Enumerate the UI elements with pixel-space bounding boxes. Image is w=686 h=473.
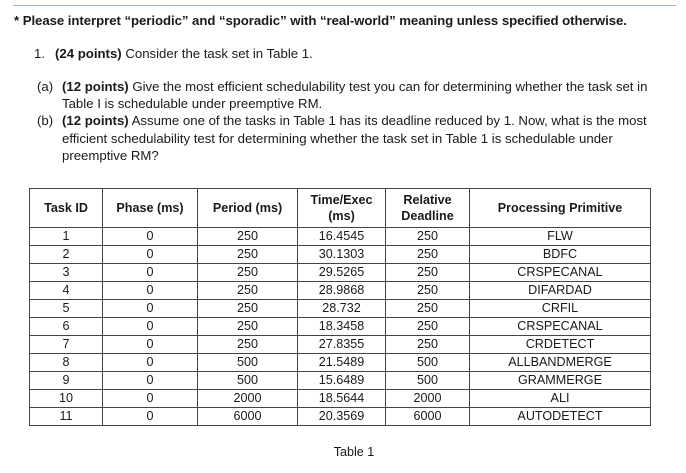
cell-relative-deadline: 250 [386, 228, 470, 246]
header-note: * Please interpret “periodic” and “sporadic” with “real-world” meaning unless specified otherwise. [14, 13, 627, 28]
cell-relative-deadline: 250 [386, 282, 470, 300]
cell-period: 500 [198, 372, 298, 390]
table-row [30, 336, 651, 354]
cell-task-id: 1 [30, 228, 103, 246]
cell-task-id: 3 [30, 264, 103, 282]
cell-processing-primitive: CRFIL [470, 300, 651, 318]
question-1 [34, 46, 313, 61]
question-number: 1. [34, 46, 45, 61]
cell-period: 250 [198, 282, 298, 300]
cell-task-id: 6 [30, 318, 103, 336]
part-a-label: (a) [37, 79, 54, 94]
cell-processing-primitive: ALI [470, 390, 651, 408]
cell-time-exec: 28.9868 [298, 282, 386, 300]
cell-period: 250 [198, 228, 298, 246]
cell-time-exec: 20.3569 [298, 408, 386, 426]
cell-period: 250 [198, 246, 298, 264]
cell-relative-deadline: 250 [386, 246, 470, 264]
cell-processing-primitive: CRSPECANAL [470, 264, 651, 282]
cell-relative-deadline: 500 [386, 372, 470, 390]
table-caption: Table 1 [333, 445, 375, 459]
cell-processing-primitive: CRSPECANAL [470, 318, 651, 336]
cell-task-id: 8 [30, 354, 103, 372]
cell-relative-deadline: 500 [386, 354, 470, 372]
cell-processing-primitive: FLW [470, 228, 651, 246]
cell-period: 250 [198, 318, 298, 336]
cell-relative-deadline: 250 [386, 264, 470, 282]
cell-processing-primitive: ALLBANDMERGE [470, 354, 651, 372]
question-text: Consider the task set in Table 1. [121, 46, 313, 61]
part-a-points: (12 points) [62, 79, 129, 94]
table-row [30, 354, 651, 372]
cell-processing-primitive: BDFC [470, 246, 651, 264]
cell-period: 500 [198, 354, 298, 372]
table-row [30, 228, 651, 246]
table-header-row [30, 189, 651, 228]
cell-phase: 0 [103, 354, 198, 372]
cell-relative-deadline: 2000 [386, 390, 470, 408]
cell-time-exec: 15.6489 [298, 372, 386, 390]
cell-time-exec: 29.5265 [298, 264, 386, 282]
cell-task-id: 9 [30, 372, 103, 390]
cell-time-exec: 18.3458 [298, 318, 386, 336]
table-row [30, 300, 651, 318]
top-rule [13, 5, 676, 6]
table-row [30, 390, 651, 408]
cell-period: 250 [198, 336, 298, 354]
cell-phase: 0 [103, 318, 198, 336]
part-a-text: Give the most efficient schedulability test you can for determining whether the task set in Table I is schedulable under preemptive RM. [62, 79, 648, 112]
cell-phase: 0 [103, 300, 198, 318]
header-period: Period (ms) [198, 189, 298, 228]
cell-task-id: 4 [30, 282, 103, 300]
cell-time-exec: 27.8355 [298, 336, 386, 354]
cell-time-exec: 18.5644 [298, 390, 386, 408]
cell-relative-deadline: 250 [386, 336, 470, 354]
header-processing-primitive: Processing Primitive [470, 189, 651, 228]
part-b [37, 112, 676, 164]
cell-task-id: 10 [30, 390, 103, 408]
header-time-exec: Time/Exec (ms) [298, 189, 386, 228]
cell-time-exec: 16.4545 [298, 228, 386, 246]
cell-phase: 0 [103, 264, 198, 282]
cell-relative-deadline: 250 [386, 318, 470, 336]
question-parts [37, 78, 676, 164]
cell-task-id: 11 [30, 408, 103, 426]
table-row [30, 246, 651, 264]
cell-phase: 0 [103, 390, 198, 408]
question-points: (24 points) [55, 46, 122, 61]
cell-period: 2000 [198, 390, 298, 408]
part-a [37, 78, 676, 112]
cell-processing-primitive: AUTODETECT [470, 408, 651, 426]
cell-processing-primitive: CRDETECT [470, 336, 651, 354]
header-phase: Phase (ms) [103, 189, 198, 228]
cell-phase: 0 [103, 408, 198, 426]
header-task-id: Task ID [30, 189, 103, 228]
cell-period: 6000 [198, 408, 298, 426]
table-row [30, 372, 651, 390]
cell-phase: 0 [103, 228, 198, 246]
table-row [30, 318, 651, 336]
cell-processing-primitive: DIFARDAD [470, 282, 651, 300]
table-body [30, 228, 651, 426]
part-b-label: (b) [37, 113, 54, 129]
table-row [30, 408, 651, 426]
cell-relative-deadline: 250 [386, 300, 470, 318]
cell-task-id: 5 [30, 300, 103, 318]
cell-phase: 0 [103, 282, 198, 300]
cell-time-exec: 28.732 [298, 300, 386, 318]
cell-task-id: 2 [30, 246, 103, 264]
cell-period: 250 [198, 300, 298, 318]
table-row [30, 282, 651, 300]
part-b-text: Assume one of the tasks in Table 1 has its deadline reduced by 1. Now, what is the most efficient schedulability test for determining whether the task set in Table 1 is schedulable under preemptive RM? [62, 113, 647, 163]
header-relative-deadline: Relative Deadline [386, 189, 470, 228]
cell-phase: 0 [103, 336, 198, 354]
cell-time-exec: 30.1303 [298, 246, 386, 264]
task-table [29, 188, 651, 426]
cell-time-exec: 21.5489 [298, 354, 386, 372]
part-b-points: (12 points) [62, 113, 129, 129]
cell-task-id: 7 [30, 336, 103, 354]
cell-relative-deadline: 6000 [386, 408, 470, 426]
table-row [30, 264, 651, 282]
cell-period: 250 [198, 264, 298, 282]
cell-processing-primitive: GRAMMERGE [470, 372, 651, 390]
cell-phase: 0 [103, 372, 198, 390]
cell-phase: 0 [103, 246, 198, 264]
